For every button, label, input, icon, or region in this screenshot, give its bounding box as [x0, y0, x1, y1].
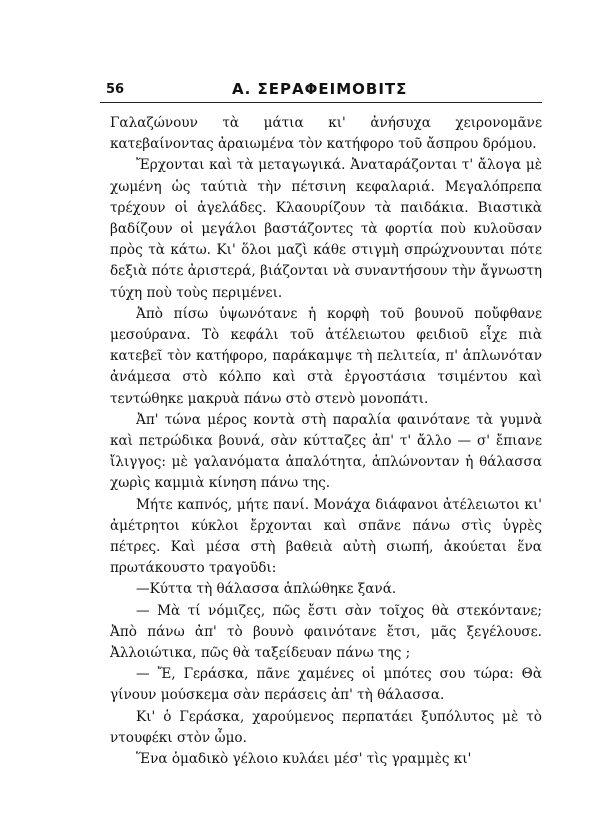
page-number: 56	[106, 82, 125, 97]
dialogue-line: — Μὰ τί νόμιζες, πῶς ἔστι σὰν τοῖχος θὰ στεκόντανε; Ἀπὸ πάνω ἀπ' τὸ βουνὸ φαινότανε ἔτσι, μᾶς ξεγέλουσε. Ἀλλοιώτικα, πῶς θὰ ταξείδευαν πάνω της ;	[110, 602, 542, 662]
book-page	[100, 78, 542, 770]
paragraph: Μήτε καπνός, μήτε πανί. Μονάχα διάφανοι ἀτέλειωτοι κι' ἀμέτρητοι κύκλοι ἔρχονται καὶ σπᾶνε πάνω στὶς ὑγρὲς πέτρες. Καὶ μέσα στὴ βαθειὰ αὐτὴ σιωπή, ἀκούεται ἕνα πρωτάκουστο τραγοῦδι:	[110, 496, 542, 577]
paragraph: Ἕνα ὁμαδικὸ γέλοιο κυλάει μέσ' τὶς γραμμὲς κι'	[136, 751, 472, 768]
body-text	[100, 113, 542, 770]
dialogue-line: — Ἔ, Γεράσκα, πᾶνε χαμένες οἱ μπότες σου τώρα: Θὰ γίνουν μούσκεμα σὰν περάσεις ἀπ' τὴ θάλασσα.	[110, 666, 542, 704]
paragraph: Ἀπ' τώνα μέρος κοντὰ στὴ παραλία φαινότανε τὰ γυμνὰ καὶ πετρώδικα βουνά, σὰν κύτταζες ἀπ' τ' ἄλλο — σ' ἔπιανε ἴλιγγος: μὲ γαλανόματα ἁπαλότητα, ἁπλώνονταν ἡ θάλασσα χωρὶς καμμιὰ κίνηση πάνω της.	[110, 411, 542, 492]
dialogue-line: —Κύττα τὴ θάλασσα ἁπλώθηκε ξανά.	[136, 581, 397, 598]
running-head: Α. ΣΕΡΑΦΕΙΜΟΒΙΤΣ	[232, 80, 408, 98]
paragraph: Ἀπὸ πίσω ὑψωνότανε ἡ κορφὴ τοῦ βουνοῦ ποὔφθανε μεσούρανα. Τὸ κεφάλι τοῦ ἀτέλειωτου φειδιοῦ εἶχε πιὰ κατεβεῖ τὸν κατήφορο, παράκαμψε τὴ πελιτεία, π' ἁπλωνόταν ἀνάμεσα στὸ κόλπο καὶ στὰ ἐργοστάσια τσιμέντου καὶ τεντώθηκε μακρυὰ πάνω στὸ στενὸ μονοπάτι.	[110, 305, 542, 407]
page-header	[100, 78, 542, 103]
paragraph: Κι' ὁ Γεράσκα, χαρούμενος περπατάει ξυπόλυτος μὲ τὸ ντουφέκι στὸν ὦμο.	[110, 708, 542, 746]
paragraph: Ἔρχονται καὶ τὰ μεταγωγικά. Ἀναταράζονται τ' ἄλογα μὲ χωμένη ὡς ταύτιὰ τὴν πέτσινη κεφαλαριά. Μεγαλόπρεπα τρέχουν οἱ ἀγελάδες. Κλαουρίζουν τὰ παιδάκια. Βιαστικὰ βαδίζουν οἱ μεγάλοι βαστάζοντες τὰ φορτία ποὺ κυλοῦσαν πρὸς τὰ κάτω. Κι' ὅλοι μαζὶ κάθε στιγμὴ σπρώχνουνται πότε δεξιὰ πότε ἀριστερά, βιάζονται νὰ συναντήσουν τὴν ἄγνωστη τύχη ποὺ τοὺς περιμένει.	[110, 157, 542, 301]
paragraph: Γαλαζώνουν τὰ μάτια κι' ἀνήσυχα χειρονομᾶνε κατεβαίνοντας ἀραιωμένα τὸν κατήφορο τοῦ ἄσπρου δρόμου.	[110, 115, 542, 153]
